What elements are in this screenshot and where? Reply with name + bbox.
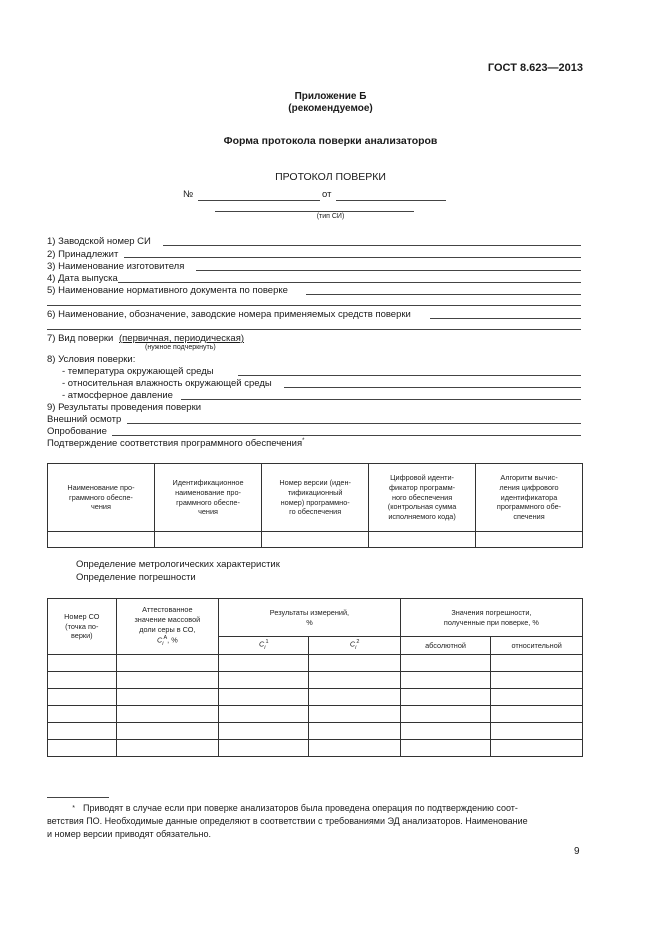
header-measurement-results: Результаты измерений, % <box>219 599 401 637</box>
field-line <box>430 318 581 319</box>
field-line <box>127 423 581 424</box>
attested-value-label: Аттестованное значение массовой доли серы в СО, <box>134 605 201 634</box>
table-cell <box>262 532 369 548</box>
footnote <box>47 802 583 841</box>
header-absolute-error: абсолютной <box>400 637 491 655</box>
header-measurement-2 <box>309 637 400 655</box>
protocol-title: ПРОТОКОЛ ПОВЕРКИ <box>275 171 386 183</box>
table-row <box>48 689 583 706</box>
attested-unit: , % <box>167 635 178 645</box>
c2-symbol: C <box>349 639 356 649</box>
from-label: от <box>322 189 332 200</box>
field-software-confirmation <box>47 438 304 449</box>
footnote-mark: * <box>302 438 305 444</box>
c2-superscript: 2 <box>356 638 360 645</box>
results-table <box>47 598 583 757</box>
number-line <box>198 200 320 201</box>
field-line <box>306 294 581 295</box>
table-row <box>48 740 583 757</box>
field-line <box>124 257 581 258</box>
attested-subscript: i <box>162 640 164 647</box>
table-header-row <box>48 599 583 637</box>
header-software-id-name: Идентификационное наименование про- граммного обеспе- чения <box>154 464 261 532</box>
c1-symbol: C <box>258 639 265 649</box>
field-line <box>47 305 581 306</box>
table-cell <box>154 532 261 548</box>
header-software-name: Наименование про- граммного обеспе- чения <box>48 464 155 532</box>
type-caption: (тип СИ) <box>316 213 345 220</box>
field-conditions: 8) Условия поверки: <box>47 354 136 365</box>
field-line <box>118 282 581 283</box>
page-number: 9 <box>574 846 580 857</box>
footnote-line-3: и номер версии приводят обязательно. <box>47 829 212 839</box>
field-manufacturer: 3) Наименование изготовителя <box>47 261 185 272</box>
software-table <box>47 463 583 548</box>
header-attested-value <box>116 599 219 655</box>
footnote-line-2: ветствия ПО. Необходимые данные определяют в соответствии с требованиями ЭД анализаторов. Наименование <box>47 816 528 826</box>
attested-superscript: A <box>163 634 168 641</box>
field-serial-number: 1) Заводской номер СИ <box>47 236 151 247</box>
field-line <box>238 375 581 376</box>
field-visual-inspection: Внешний осмотр <box>47 414 122 425</box>
field-line <box>284 387 581 388</box>
table-cell <box>369 532 476 548</box>
c2-subscript: i <box>355 644 357 651</box>
annex-subtitle: (рекомендуемое) <box>288 103 373 114</box>
header-measurement-1 <box>219 637 309 655</box>
field-line <box>181 399 581 400</box>
table-header-row <box>48 464 583 532</box>
underline-caption: (нужное подчеркнуть) <box>145 344 216 351</box>
table-row <box>48 706 583 723</box>
software-confirmation-label: Подтверждение соответствия программного обеспечения <box>47 438 303 450</box>
field-verification-means: 6) Наименование, обозначение, заводские номера применяемых средств поверки <box>47 309 411 320</box>
field-humidity: - относительная влажность окружающей среды <box>62 378 272 389</box>
date-line <box>336 200 446 201</box>
table-cell <box>475 532 582 548</box>
field-line <box>47 329 581 330</box>
header-co-number: Номер СО (точка по- верки) <box>48 599 117 655</box>
c1-superscript: 1 <box>265 638 269 645</box>
c1-subscript: i <box>264 644 266 651</box>
footnote-separator <box>47 797 109 798</box>
header-software-version: Номер версии (иден- тификационный номер) программно- го обеспечения <box>262 464 369 532</box>
header-relative-error: относительной <box>491 637 583 655</box>
field-release-date: 4) Дата выпуска <box>47 273 118 284</box>
header-error-values: Значения погрешности, полученные при поверке, % <box>400 599 582 637</box>
attested-symbol: C <box>156 635 163 645</box>
table-row <box>48 532 583 548</box>
table-row <box>48 723 583 740</box>
field-line <box>196 270 581 271</box>
field-pressure: - атмосферное давление <box>62 390 173 401</box>
error-determination-line: Определение погрешности <box>76 572 196 583</box>
footnote-line-1: Приводят в случае если при поверке анализаторов была проведена операция по подтверждению соот- <box>83 803 518 813</box>
header-software-digital-id: Цифровой иденти- фикатор программ- ного обеспечения (контрольная сумма исполняемого кода) <box>369 464 476 532</box>
table-row <box>48 672 583 689</box>
number-label: № <box>183 189 194 200</box>
verification-type-value: (первичная, периодическая) <box>119 333 245 344</box>
field-owner: 2) Принадлежит <box>47 249 119 260</box>
field-normative-doc: 5) Наименование нормативного документа по поверке <box>47 285 288 296</box>
form-title: Форма протокола поверки анализаторов <box>223 135 438 147</box>
document-code: ГОСТ 8.623—2013 <box>487 62 583 74</box>
table-row <box>48 655 583 672</box>
table-cell <box>48 532 155 548</box>
header-software-algorithm: Алгоритм вычис- ления цифрового идентификатора программного обе- спечения <box>475 464 582 532</box>
field-line <box>163 245 581 246</box>
field-verification-type: 7) Вид поверки <box>47 333 114 344</box>
annex-title: Приложение Б <box>294 91 367 102</box>
field-testing: Опробование <box>47 426 107 437</box>
field-line <box>112 435 581 436</box>
field-results: 9) Результаты проведения поверки <box>47 402 202 413</box>
metrology-line: Определение метрологических характеристик <box>76 559 280 570</box>
field-temperature: - температура окружающей среды <box>62 366 214 377</box>
type-line <box>215 211 414 212</box>
footnote-mark: * <box>72 805 75 812</box>
